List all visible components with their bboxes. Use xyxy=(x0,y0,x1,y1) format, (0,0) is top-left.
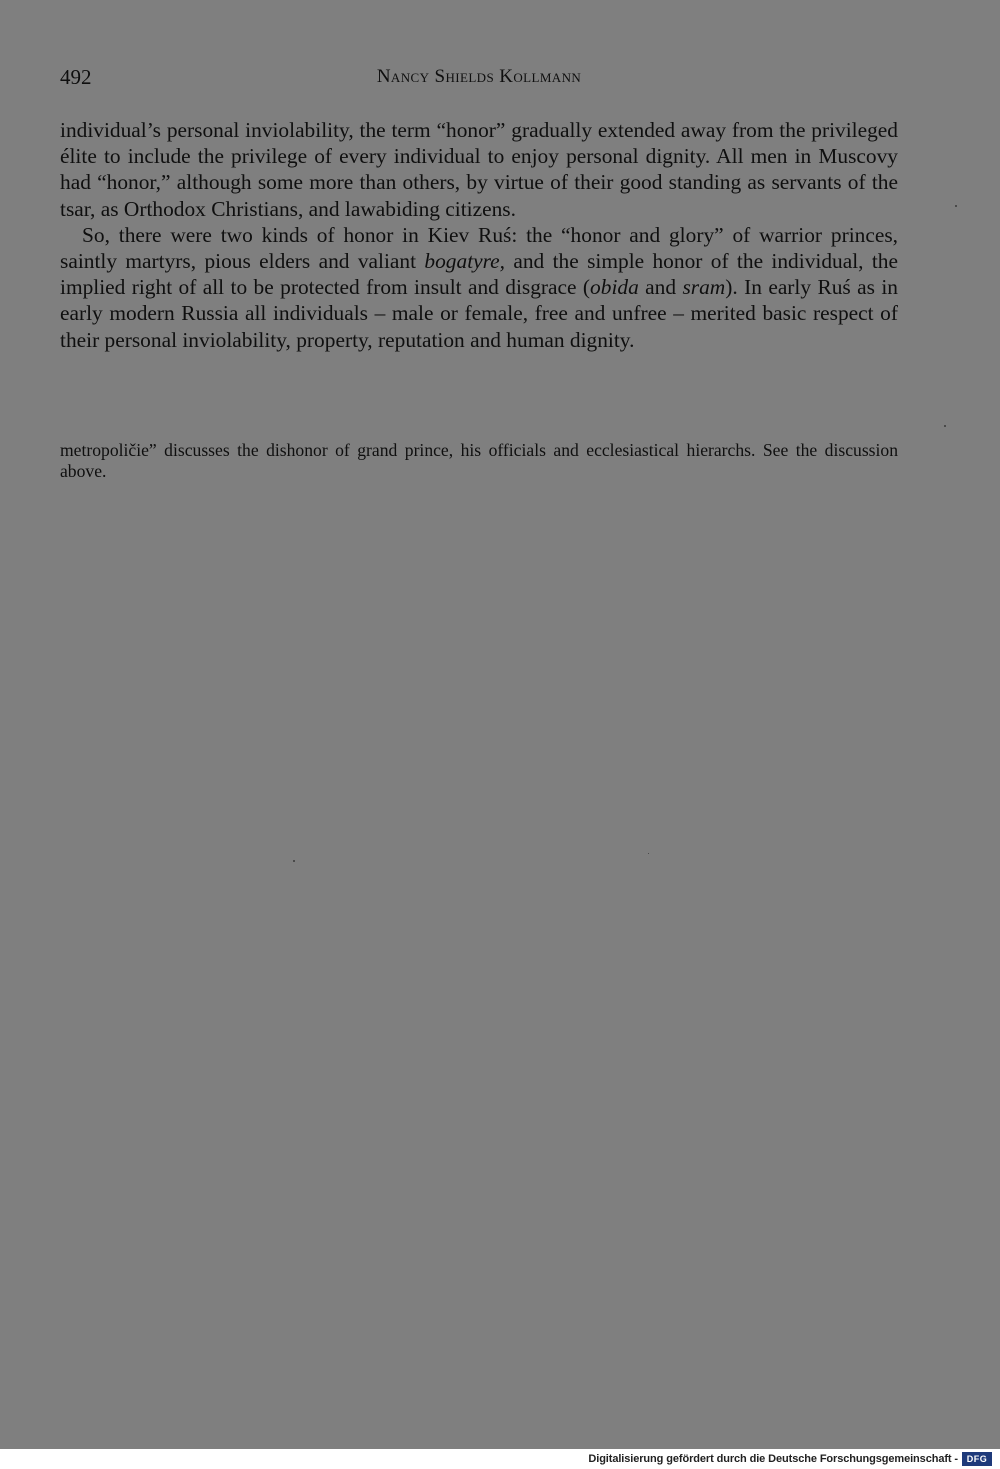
scan-speck xyxy=(293,860,295,862)
paragraph-2-text-d: ). In early Ruś as in early modern Russia all individuals – male or female, free and unfree – merited basic respect of their personal inviolability, property, reputation and human dignity. xyxy=(60,275,898,352)
dfg-logo-icon: DFG xyxy=(962,1452,992,1466)
term-obida: obida xyxy=(590,275,639,300)
footnote-text: metropoličie” discusses the dishonor of grand prince, his officials and ecclesiastical hierarchs. See the discussion above. xyxy=(60,440,898,481)
term-bogatyre: bogatyre, xyxy=(424,249,505,274)
digitization-footer xyxy=(0,1449,1000,1469)
scan-speck xyxy=(955,205,957,207)
paragraph-2-text-b: and the simple honor of the individual, the implied right of all to be protected from insult and disgrace ( xyxy=(60,249,898,300)
scan-speck xyxy=(944,425,946,427)
running-head-title: Nancy Shields Kollmann xyxy=(376,66,582,87)
scan-speck xyxy=(648,853,649,854)
running-head xyxy=(60,62,898,92)
paragraph-2 xyxy=(60,222,898,353)
paragraph-2-text-c: and xyxy=(638,275,683,300)
paragraph-1-text: individual’s personal inviolability, the term “honor” gradually extended away from the privileged élite to include the privilege of every individual to enjoy personal dignity. All men in Muscovy had “honor,” although some more than others, by virtue of their good standing as servants of the tsar, as Orthodox Christians, and lawabiding citizens. xyxy=(60,118,898,221)
digitization-credit: Digitalisierung gefördert durch die Deutsche Forschungsgemeinschaft - xyxy=(588,1453,958,1465)
body-text xyxy=(60,117,898,353)
paragraph-2-text-a: So, there were two kinds of honor in Kiev Ruś: the “honor and glory” of warrior princes, saintly martyrs, pious elders and valiant xyxy=(60,222,898,274)
page-number: 492 xyxy=(60,65,92,89)
footnote xyxy=(60,440,898,482)
paragraph-1 xyxy=(60,117,898,222)
term-sram: sram xyxy=(682,275,726,300)
